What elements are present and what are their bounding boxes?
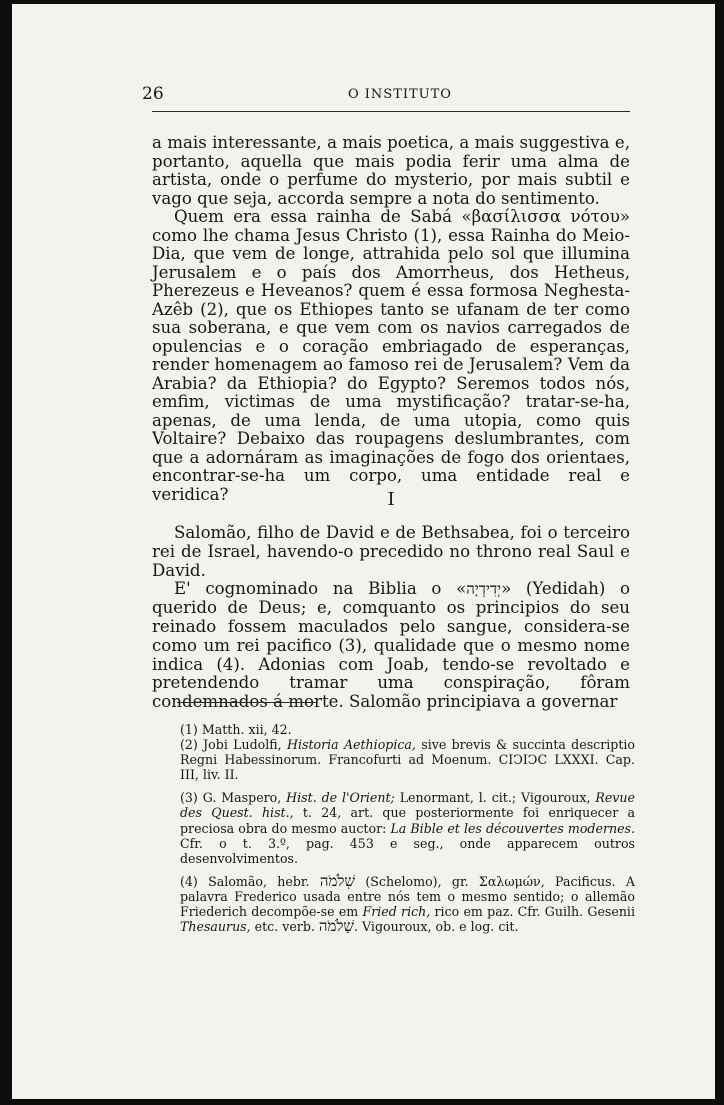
- footnote-title: Revue des Quest. hist.,: [180, 790, 635, 821]
- footnote-title: Fried rich,: [362, 904, 431, 920]
- section-heading: I: [387, 489, 395, 510]
- hebrew-word: שְׁלֹמֹה: [319, 871, 356, 890]
- footnote-3: [180, 790, 635, 865]
- paragraph: a mais interessante, a mais poetica, a mais suggestiva e, portanto, aquella que mais podia ferir uma alma de artista, onde o perfume do mysterio, por mais subtil e vago que seja, accorda sempre a nota do sentimento.: [152, 133, 630, 208]
- paragraph-text: E' cognominado na Biblia o «: [174, 579, 467, 599]
- footnote-text: (2) Jobi Ludolfi,: [180, 737, 287, 753]
- footnote-text: etc. verb.: [250, 919, 319, 935]
- section-text: [152, 524, 630, 712]
- book-page: [12, 4, 715, 1099]
- footnote-text: t. 24, art. que posteriormente foi enriquecer a preciosa obra do mesmo auctor:: [180, 805, 635, 836]
- paragraph-text: » (Yedidah) o querido de Deus; e, comquanto os principios do seu reinado fossem maculados pelo sangue, considera-se como um rei pacifico (3), qualidade que o mesmo nome indica (4). Adonias com Joab, tendo-se revoltado e pretendendo tramar uma conspiração, fôram condemnados á morte. Salomão principiava a governar: [152, 579, 630, 712]
- footnote-text: (4) Salomão, hebr.: [180, 873, 320, 889]
- paragraph: [152, 580, 630, 712]
- hebrew-word: יְדִידְיָה: [466, 580, 502, 599]
- page-header: [142, 84, 634, 110]
- footnote-text: rico em paz. Cfr. Guilh. Gesenii: [430, 904, 635, 920]
- main-text: [152, 134, 630, 504]
- footnote-text: Cfr. o t. 3.º, pag. 453 e seg., onde apparecem outros desenvolvimentos.: [180, 835, 635, 866]
- running-title: O INSTITUTO: [348, 87, 452, 102]
- footnote-2: [180, 737, 635, 782]
- footnote-text: (Schelomo), gr. Σαλωμών, Pacificus. A palavra Frederico usada entre nós tem o mesmo sentido; o allemão Friederich decompõe-se em: [180, 873, 635, 920]
- footnote-title: La Bible et les découvertes modernes.: [390, 820, 635, 836]
- footnote-1: (1) Matth. xii, 42.: [180, 722, 292, 737]
- footnote-text: . Vigouroux, ob. e log. cit.: [354, 919, 519, 935]
- footnote-title: Thesaurus,: [180, 919, 251, 935]
- page-number: 26: [142, 84, 164, 104]
- footnote-text: (3) G. Maspero,: [180, 790, 287, 806]
- footnote-4: [180, 871, 635, 936]
- hebrew-word: שָׁלֹמֹה: [318, 917, 355, 936]
- header-rule: [152, 111, 630, 112]
- footnote-title: Hist. de l'Orient;: [286, 790, 395, 806]
- footnote-text: sive brevis & succinta descriptio Regni Habessinorum. Francofurti ad Moenum. CIↃIↃC LXXXI. Cap. III, liv. II.: [180, 737, 635, 783]
- footnote-rule: [177, 702, 317, 703]
- paragraph: Quem era essa rainha de Sabá «βασίλισσα νότου» como lhe chama Jesus Christo (1), essa Rainha do Meio-Dia, que vem de longe, attrahida pelo sol que illumina Jerusalem e o país dos Amorrheus, dos Hetheus, Pherezeus e Heveanos? quem é essa formosa Neghesta-Azêb (2), que os Ethiopes tanto se ufanam de ter como sua soberana, e que vem com os navios carregados de opulencias e o coração embriagado de esperanças, render homenagem ao famoso rei de Jerusalem? Vem da Arabia? da Ethiopia? do Egypto? Seremos todos nós, emfim, victimas de uma mystificação? tratar-se-ha, apenas, de uma lenda, de uma utopia, como quis Voltaire? Debaixo das roupagens deslumbrantes, com que a adornáram as imaginações de fogo dos orientaes, encontrar-se-ha um corpo, uma entidade real e veridica?: [152, 207, 630, 504]
- footnotes: [180, 722, 635, 934]
- paragraph: Salomão, filho de David e de Bethsabea, foi o terceiro rei de Israel, havendo-o precedido no throno real Saul e David.: [152, 523, 630, 580]
- footnote-text: Lenormant, l. cit.; Vigouroux,: [394, 790, 596, 806]
- footnote-title: Historia Aethiopica,: [286, 737, 416, 753]
